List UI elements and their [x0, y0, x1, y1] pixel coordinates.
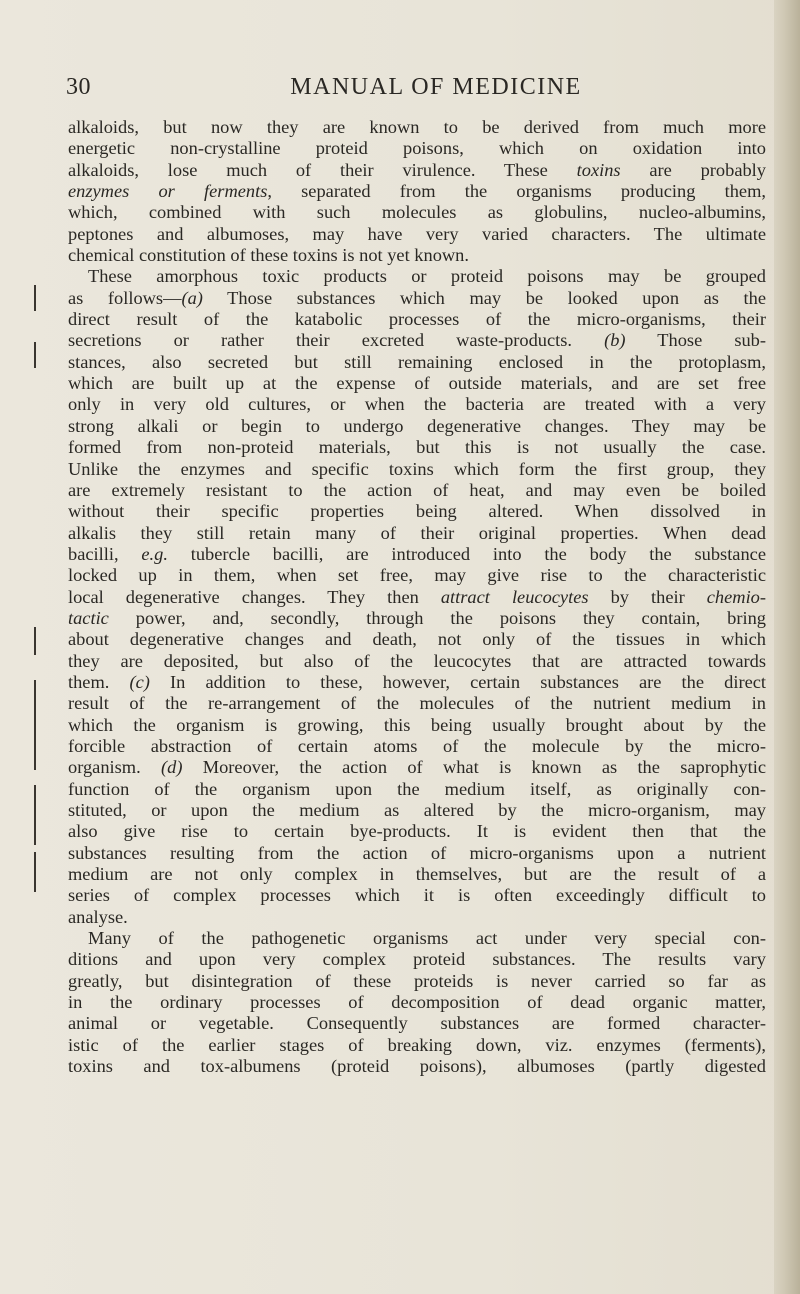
text-line: direct result of the katabolic processes of the micro-organisms, their [68, 309, 766, 330]
text-line: also give rise to certain bye-products. It is evident then that the [68, 821, 766, 842]
text-line: Many of the pathogenetic organisms act under very special con- [88, 928, 766, 949]
text-line: which the organism is growing, this being usually brought about by the [68, 714, 766, 735]
text-line: as follows—(a) Those substances which may be looked upon as the [68, 287, 766, 308]
body-text [68, 117, 766, 1077]
text-line: only in very old cultures, or when the bacteria are treated with a very [68, 394, 766, 415]
text-line: them. (c) In addition to these, however, certain substances are the direct [68, 671, 767, 692]
text-line: about degenerative changes and death, not only of the tissues in which [68, 629, 766, 650]
page-gutter [774, 0, 800, 1294]
text-line: stituted, or upon the medium as altered by the micro-organism, may [68, 800, 766, 820]
text-line: locked up in them, when set free, may give rise to the characteristic [68, 565, 766, 586]
text-line: greatly, but disintegration of these proteids is never carried so far as [68, 970, 766, 991]
text-line: peptones and albumoses, may have very varied characters. The ultimate [68, 223, 766, 244]
text-line: alkaloids, but now they are known to be derived from much more [68, 117, 766, 137]
text-line: secretions or rather their excreted waste-products. (b) Those sub- [68, 330, 766, 351]
text-line: result of the re-arrangement of the molecules of the nutrient medium in [68, 693, 766, 714]
margin-pencil-mark [34, 285, 36, 311]
text-line: These amorphous toxic products or proteid poisons may be grouped [88, 266, 766, 287]
text-line: they are deposited, but also of the leucocytes that are attracted towards [68, 650, 766, 671]
text-line: are extremely resistant to the action of heat, and may even be boiled [68, 479, 766, 500]
running-head: MANUAL OF MEDICINE [290, 74, 582, 100]
text-line: tactic power, and, secondly, through the poisons they contain, bring [68, 607, 766, 628]
text-line: alkaloids, lose much of their virulence. These toxins are probably [68, 159, 766, 180]
text-line: local degenerative changes. They then attract leucocytes by their chemio- [68, 586, 766, 607]
page-number: 30 [66, 74, 91, 100]
margin-pencil-mark [34, 785, 36, 845]
text-line: forcible abstraction of certain atoms of the molecule by the micro- [68, 735, 766, 756]
page-header [66, 74, 766, 108]
margin-pencil-mark [34, 852, 36, 892]
text-line: organism. (d) Moreover, the action of what is known as the saprophytic [68, 757, 766, 778]
text-line: istic of the earlier stages of breaking down, viz. enzymes (ferments), [68, 1034, 766, 1055]
text-line: series of complex processes which it is often exceedingly difficult to [68, 885, 766, 906]
text-line: chemical constitution of these toxins is not yet known. [68, 245, 469, 266]
text-line: in the ordinary processes of decomposition of dead organic matter, [68, 992, 766, 1013]
text-line: strong alkali or begin to undergo degenerative changes. They may be [68, 415, 766, 436]
text-line: which, combined with such molecules as globulins, nucleo-albumins, [68, 202, 766, 223]
text-line: energetic non-crystalline proteid poisons, which on oxidation into [68, 138, 766, 159]
text-line: animal or vegetable. Consequently substances are formed character- [68, 1013, 766, 1034]
margin-pencil-mark [34, 680, 36, 770]
text-line: formed from non-proteid materials, but this is not usually the case. [68, 437, 766, 458]
text-line: ditions and upon very complex proteid substances. The results vary [68, 949, 766, 970]
text-line: enzymes or ferments, separated from the organisms producing them, [68, 181, 766, 202]
text-line: alkalis they still retain many of their original properties. When dead [68, 522, 766, 543]
text-line: without their specific properties being altered. When dissolved in [68, 501, 766, 522]
margin-pencil-mark [34, 342, 36, 368]
text-line: medium are not only complex in themselves, but are the result of a [68, 864, 766, 885]
margin-pencil-mark [34, 627, 36, 655]
text-line: bacilli, e.g. tubercle bacilli, are introduced into the body the substance [68, 543, 766, 564]
text-line: analyse. [68, 906, 128, 927]
text-line: toxins and tox-albumens (proteid poisons), albumoses (partly digested [68, 1056, 766, 1077]
text-line: substances resulting from the action of micro-organisms upon a nutrient [68, 842, 766, 863]
text-line: function of the organism upon the medium itself, as originally con- [68, 778, 766, 799]
text-line: which are built up at the expense of outside materials, and are set free [68, 373, 766, 394]
text-line: stances, also secreted but still remaining enclosed in the protoplasm, [68, 351, 766, 372]
text-line: Unlike the enzymes and specific toxins which form the first group, they [68, 458, 766, 479]
